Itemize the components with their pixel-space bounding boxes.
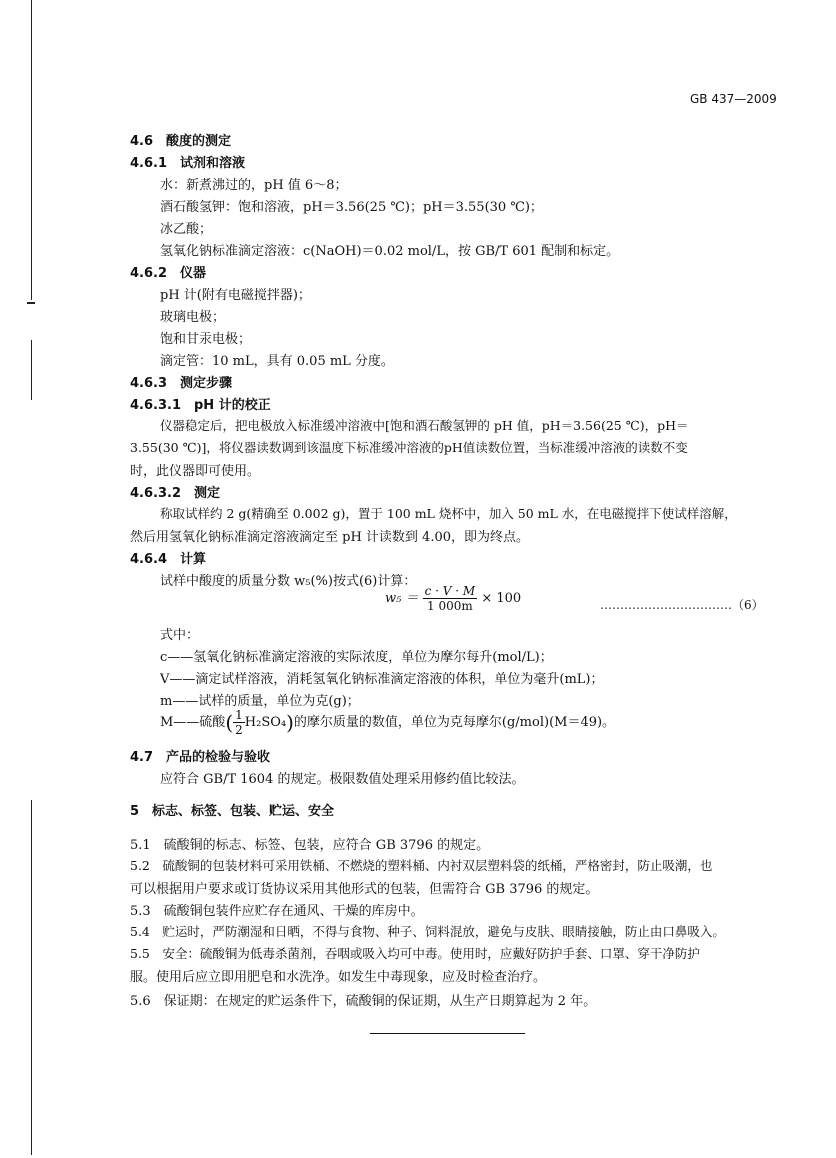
calibration-text-line2: 3.55(30 ℃)]，将仪器读数调到该温度下标准缓冲溶液的pH值读数位置，当标准缓冲溶液的读数不变 [130, 440, 688, 455]
reagent-naoh: 氢氧化钠标准滴定溶液：c(NaOH)＝0.02 mol/L，按 GB/T 601 配制和标定。 [160, 244, 620, 259]
clause-5-2-line2: 可以根据用户要求或订货协议采用其他形式的包装，但需符合 GB 3796 的规定。 [130, 882, 599, 897]
section-4-7-title: 4.7 产品的检验与验收 [130, 750, 271, 765]
variable-M: M——硫酸( $\frac{1}{2}$ H₂SO₄)的摩尔质量的数值，单位为克每摩尔(g/mol)(M＝49)。 [160, 708, 616, 737]
sulfuric-acid-formula: H₂SO₄ [244, 715, 287, 730]
reagent-water: 水：新煮沸过的，pH 值 6～8； [160, 178, 348, 193]
variable-M-fraction [233, 708, 245, 737]
section-4-6-3-1-title: 4.6.3.1 pH 计的校正 [130, 398, 271, 413]
section-4-6-4-title: 4.6.4 计算 [130, 552, 207, 567]
clause-5-4: 5.4 贮运时，严防潮湿和日晒，不得与食物、种子、饲料混放，避免与皮肤、眼睛接触，防止由口鼻吸入。 [130, 924, 725, 939]
scan-edge-mark [27, 302, 35, 304]
variable-c: c——氢氧化钠标准滴定溶液的实际浓度，单位为摩尔每升(mol/L)； [160, 650, 553, 665]
standard-number: GB 437—2009 [690, 92, 777, 106]
formula-fraction [423, 584, 478, 613]
clause-5-1: 5.1 硫酸铜的标志、标签、包装，应符合 GB 3796 的规定。 [130, 838, 490, 853]
variable-M-suffix: 的摩尔质量的数值，单位为克每摩尔(g/mol)(M＝49)。 [293, 715, 616, 730]
formula-number: ……………………………（6） [600, 598, 764, 612]
section-4-7-body: 应符合 GB/T 1604 的规定。极限数值处理采用修约值比较法。 [160, 772, 525, 787]
clause-5-5-line2: 服。使用后应立即用肥皂和水洗净。如发生中毒现象，应及时检查治疗。 [130, 970, 547, 985]
reagent-tartrate: 酒石酸氢钾：饱和溶液，pH＝3.56(25 ℃)；pH＝3.55(30 ℃)； [160, 200, 543, 215]
scan-edge-line [31, 340, 32, 400]
formula-denominator: 1 000m [427, 599, 473, 613]
end-rule [370, 1033, 525, 1034]
section-4-6-3-2-title: 4.6.3.2 测定 [130, 486, 220, 501]
calibration-text-line1: 仪器稳定后，把电极放入标准缓冲溶液中[饱和酒石酸氢钾的 pH 值，pH＝3.56(25 ℃)，pH＝ [160, 418, 689, 433]
variable-m: m——试样的质量，单位为克(g)； [160, 694, 360, 709]
variable-M-prefix: M——硫酸 [160, 715, 226, 730]
scan-edge-line [31, 800, 32, 1155]
section-4-6-3-title: 4.6.3 测定步骤 [130, 376, 233, 391]
measurement-text-line2: 然后用氢氧化钠标准滴定溶液滴定至 pH 计读数到 4.00，即为终点。 [130, 530, 530, 545]
fraction-numerator: 1 [235, 708, 243, 722]
calculation-intro: 试样中酸度的质量分数 w₅(%)按式(6)计算： [160, 574, 417, 589]
clause-5-2-line1: 5.2 硫酸铜的包装材料可采用铁桶、不燃烧的塑料桶、内衬双层塑料袋的纸桶，严格密封，防止吸潮，也 [130, 858, 713, 873]
calibration-text-line3: 时，此仪器即可使用。 [130, 464, 261, 479]
reagent-acetic-acid: 冰乙酸； [160, 222, 213, 237]
instrument-burette: 滴定管：10 mL，具有 0.05 mL 分度。 [160, 354, 394, 369]
instrument-calomel-electrode: 饱和甘汞电极； [160, 332, 252, 347]
instrument-ph-meter: pH 计(附有电磁搅拌器)； [160, 288, 311, 303]
instrument-glass-electrode: 玻璃电极； [160, 310, 226, 325]
section-4-6-2-title: 4.6.2 仪器 [130, 266, 207, 281]
scan-edge-line [31, 0, 32, 300]
variable-V: V——滴定试样溶液，消耗氢氧化钠标准滴定溶液的体积，单位为毫升(mL)； [160, 672, 604, 687]
section-5-title: 5 标志、标签、包装、贮运、安全 [130, 804, 335, 819]
where-label: 式中： [160, 628, 200, 643]
acidity-formula [385, 584, 521, 613]
clause-5-5-line1: 5.5 安全：硫酸铜为低毒杀菌剂，吞咽或吸入均可中毒。使用时，应戴好防护手套、口罩、穿干净防护 [130, 946, 700, 961]
formula-rhs: × 100 [481, 591, 522, 606]
clause-5-6: 5.6 保证期：在规定的贮运条件下，硫酸铜的保证期，从生产日期算起为 2 年。 [130, 994, 597, 1009]
section-4-6-title: 4.6 酸度的测定 [130, 134, 232, 149]
clause-5-3: 5.3 硫酸铜包装件应贮存在通风、干燥的库房中。 [130, 904, 424, 919]
fraction-denominator: 2 [235, 723, 243, 737]
formula-lhs: w₅ ＝ [385, 591, 419, 606]
section-4-6-1-title: 4.6.1 试剂和溶液 [130, 156, 246, 171]
measurement-text-line1: 称取试样约 2 g(精确至 0.002 g)，置于 100 mL 烧杯中，加入 50 mL 水，在电磁搅拌下使试样溶解， [160, 506, 737, 521]
formula-numerator: c · V · M [424, 584, 476, 598]
